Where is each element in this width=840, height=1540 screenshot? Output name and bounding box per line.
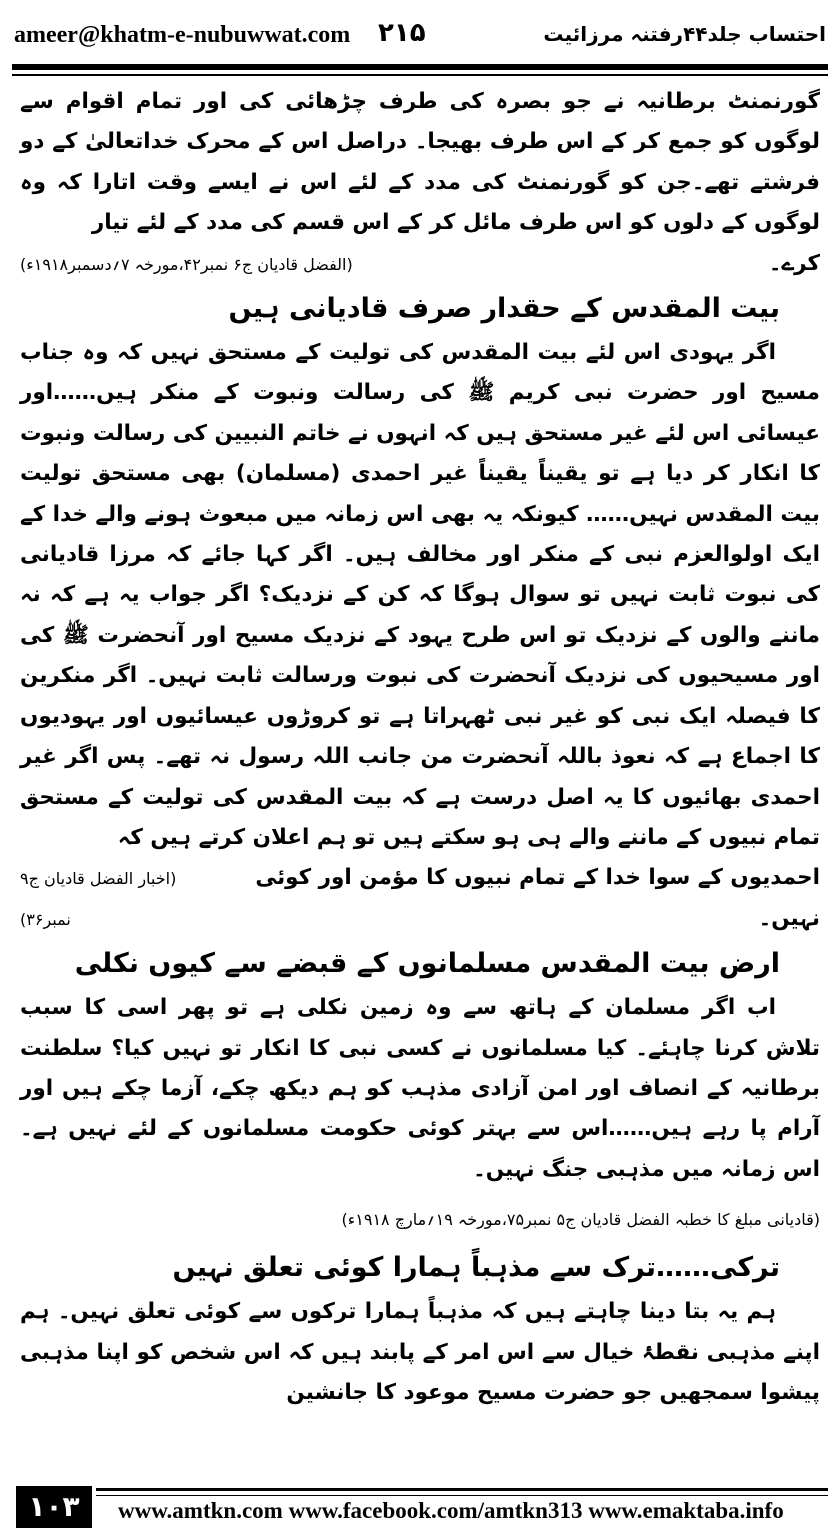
footer-rule-thick bbox=[96, 1488, 828, 1491]
paragraph-2-end-row bbox=[20, 858, 820, 940]
paragraph-1-end-row bbox=[20, 244, 820, 285]
heading-1: بیت المقدس کے حقدار صرف قادیانی ہیں bbox=[228, 293, 780, 325]
page-header bbox=[0, 0, 840, 70]
header-series-title: احتساب جلد۴۴رفتنہ مرزائیت bbox=[543, 22, 826, 46]
citation-2: (اخبار الفضل قادیان ج۹ نمبر۳۶) bbox=[20, 869, 177, 929]
paragraph-1-end: کرے۔ bbox=[768, 250, 820, 276]
citation-3: (قادیانی مبلغ کا خطبہ الفضل قادیان ج۵ نمبر۷۵،مورخہ ۱۹؍مارچ ۱۹۱۸ء) bbox=[341, 1210, 820, 1230]
page-body bbox=[20, 82, 820, 1472]
header-page-number: ۲۱۵ bbox=[378, 18, 426, 48]
citation-1: (الفضل قادیان ج۶ نمبر۴۲،مورخہ ۷؍دسمبر۱۹۱۸ء) bbox=[20, 254, 353, 274]
header-rule-thick bbox=[12, 64, 828, 70]
footer-page-number: ۱۰۳ bbox=[16, 1486, 92, 1528]
header-rule-thin bbox=[12, 74, 828, 76]
paragraph-4: ہم یہ بتا دینا چاہتے ہیں کہ مذہباً ہمارا ترکوں سے کوئی تعلق نہیں۔ ہم اپنے مذہبی نقطۂ خیال سے اس امر کے پابند ہیں کہ اس شخص کو اپنا مذہبی پیشوا سمجھیں جو حضرت مسیح موعود کا جانشین bbox=[20, 1299, 820, 1405]
paragraph-2-end: احمدیوں کے سوا خدا کے تمام نبیوں کا مؤمن اور کوئی نہیں۔ bbox=[255, 865, 820, 931]
footer-urls: www.amtkn.com www.facebook.com/amtkn313 www.emaktaba.info bbox=[118, 1498, 784, 1523]
paragraph-3: اب اگر مسلمان کے ہاتھ سے وہ زمین نکلی ہے تو پھر اسی کا سبب تلاش کرنا چاہئے۔ کیا مسلمانوں نے کسی نبی کا انکار تو نہیں کیا؟ سلطنت برطانیہ کے انصاف اور امن آزادی مذہب کو ہم دیکھ چکے، آزما چکے ہیں اور آرام پا رہے ہیں……اس سے بہتر کوئی حکومت مسلمانوں کے لئے نہیں ہے۔ اس زمانہ میں مذہبی جنگ نہیں۔ bbox=[20, 995, 820, 1182]
heading-3: ترکی……ترک سے مذہباً ہمارا کوئی تعلق نہیں bbox=[172, 1252, 780, 1284]
heading-2: ارض بیت المقدس مسلمانوں کے قبضے سے کیوں نکلی bbox=[74, 948, 780, 980]
paragraph-1: گورنمنٹ برطانیہ نے جو بصرہ کی طرف چڑھائی کی اور تمام اقوام سے لوگوں کو جمع کر کے اس طرف بھیجا۔ دراصل اس کے محرک خداتعالیٰ کے دو فرشتے تھے۔جن کو گورنمنٹ کی مدد کے لئے اس نے ایسے وقت اتارا کہ وہ لوگوں کے دلوں کو اس طرف مائل کر کے اس قسم کی مدد کے لئے تیار bbox=[20, 89, 820, 236]
page-footer bbox=[0, 1482, 840, 1540]
header-email: ameer@khatm-e-nubuwwat.com bbox=[14, 22, 351, 48]
paragraph-2: اگر یہودی اس لئے بیت المقدس کی تولیت کے مستحق نہیں کہ وہ جناب مسیح اور حضرت نبی کریم ﷺ کی رسالت ونبوت کے منکر ہیں……اور عیسائی اس لئے غیر مستحق ہیں کہ انہوں نے خاتم النبیین کی رسالت ونبوت کا انکار کر دیا ہے تو یقیناً یقیناً غیر احمدی (مسلمان) بھی مستحق تولیت بیت المقدس نہیں…… کیونکہ یہ بھی اس زمانہ میں مبعوث ہونے والے خدا کے ایک اولوالعزم نبی کے منکر اور مخالف ہیں۔ اگر کہا جائے کہ مرزا قادیانی کی نبوت ثابت نہیں تو سوال ہوگا کہ کن کے نزدیک؟ اگر جواب یہ ہے کہ نہ ماننے والوں کے نزدیک تو اس طرح یہود کے نزدیک مسیح اور آنحضرت ﷺ کی اور مسیحیوں کی نزدیک آنحضرت کی نبوت ورسالت ثابت نہیں۔ اگر منکرین کا فیصلہ ایک نبی کو غیر نبی ٹھہراتا ہے تو کروڑوں عیسائیوں اور یہودیوں کا اجماع ہے کہ نعوذ باللہ آنحضرت من جانب اللہ رسول نہ تھے۔ پس اگر غیر احمدی بھائیوں کا یہ اصل درست ہے کہ بیت المقدس کی تولیت کے مستحق تمام نبیوں کے ماننے والے ہی ہو سکتے ہیں تو ہم اعلان کرتے ہیں کہ bbox=[20, 340, 820, 850]
footer-rule-thin bbox=[96, 1495, 828, 1496]
